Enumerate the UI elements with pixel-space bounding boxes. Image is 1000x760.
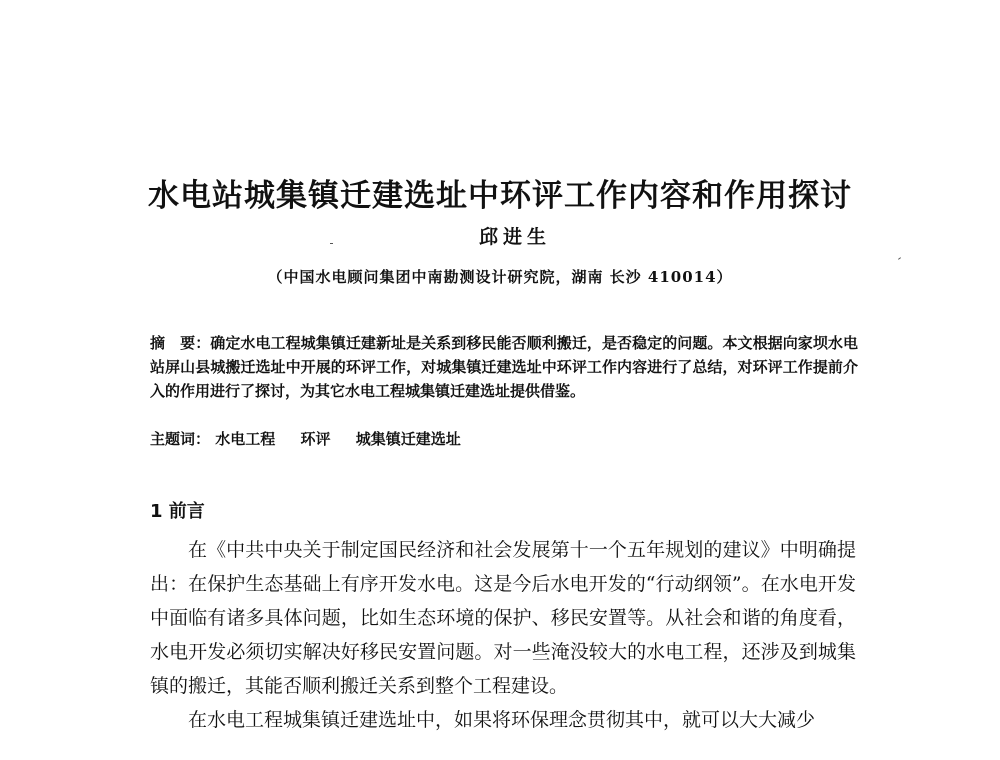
author-affiliation: （中国水电顾问集团中南勘测设计研究院，湖南 长沙 410014） — [267, 268, 733, 286]
body-text — [150, 533, 856, 737]
paragraph: 在水电工程城集镇迁建选址中，如果将环保理念贯彻其中，就可以大大减少 — [188, 709, 816, 731]
section-heading: 1 前言 — [150, 501, 205, 522]
paragraph: 在《中共中央关于制定国民经济和社会发展第十一个五年规划的建议》中明确提出：在保护生态基础上有序开发水电。这是今后水电开发的“行动纲领”。在水电开发中面临有诸多具体问题，比如生态环境的保护、移民安置等。从社会和谐的角度看，水电开发必须切实解决好移民安置问题。对一些淹没较大的水电工程，还涉及到城集镇的搬迁，其能否顺利搬迁关系到整个工程建设。 — [150, 539, 856, 697]
paper-title: 水电站城集镇迁建选址中环评工作内容和作用探讨 — [148, 178, 852, 214]
abstract-label: 摘 要： — [150, 334, 211, 352]
author-name: 邱进生 — [478, 226, 551, 248]
abstract-block — [150, 331, 858, 403]
keywords-line — [150, 428, 481, 449]
keyword-item: 环评 — [300, 430, 331, 448]
scan-speck — [898, 257, 901, 260]
keyword-item: 水电工程 — [215, 430, 276, 448]
abstract-text: 确定水电工程城集镇迁建新址是关系到移民能否顺利搬迁，是否稳定的问题。本文根据向家坝水电站屏山县城搬迁选址中开展的环评工作，对城集镇迁建选址中环评工作内容进行了总结，对环评工作提前介入的作用进行了探讨，为其它水电工程城集镇迁建选址提供借鉴。 — [150, 334, 858, 400]
scan-speck — [330, 243, 333, 244]
keyword-item: 城集镇迁建选址 — [355, 430, 461, 448]
keywords-label: 主题词： — [150, 430, 211, 448]
